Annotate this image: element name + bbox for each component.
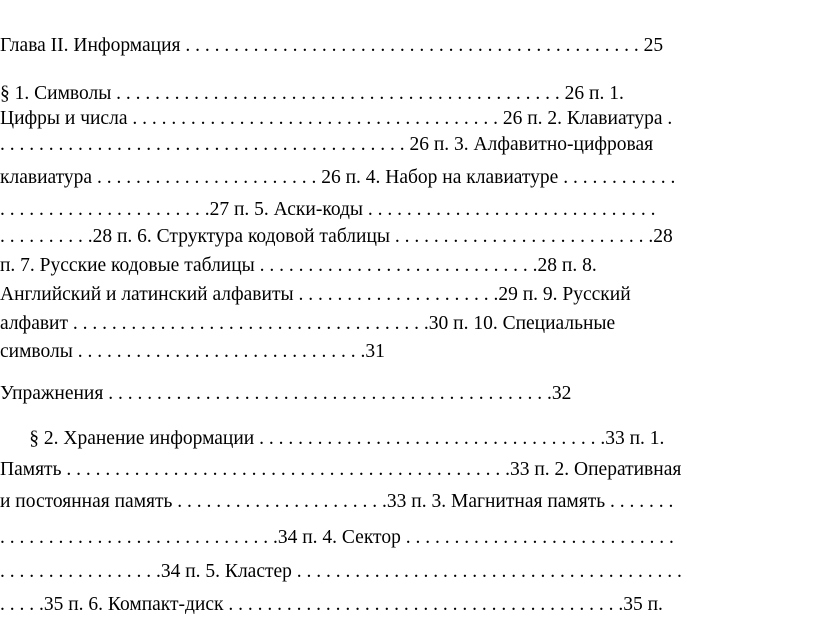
toc-line: клавиатура . . . . . . . . . . . . . . . . . . . . . . . 26 п. 4. Набор на клавиатуре . . . . . . . . . . . . [0,167,676,188]
toc-line: . . . . . . . . . . . . . . . . . . . . . . . . . . . . . . . . . . . . . . . . . . 26 п. 3. Алфавитно-цифровая [0,134,654,155]
toc-line-section-2: § 2. Хранение информации . . . . . . . . . . . . . . . . . . . . . . . . . . . . . . . . . . . .33 п. 1. [0,428,665,449]
toc-line: . . . . . . . . . . . . . . . . . . . . . . . . . . . . .34 п. 4. Сектор . . . . . . . . . . . . . . . . . . . . . . . . . . . . [0,527,674,548]
toc-line: . . . . .35 п. 6. Компакт-диск . . . . . . . . . . . . . . . . . . . . . . . . . . . . . . . . . . . . . . . . .35 п. [0,594,663,615]
toc-line: Цифры и числа . . . . . . . . . . . . . . . . . . . . . . . . . . . . . . . . . . . . . . 26 п. 2. Клавиатура . [0,108,673,129]
toc-line-chapter-2: Глава II. Информация . . . . . . . . . . . . . . . . . . . . . . . . . . . . . . . . . . . . . . . . . . . . . . . 25 [0,35,664,56]
toc-line: . . . . . . . . . . . . . . . . .34 п. 5. Кластер . . . . . . . . . . . . . . . . . . . . . . . . . . . . . . . . . . . . . . . . [0,561,682,582]
toc-line-section-1: § 1. Символы . . . . . . . . . . . . . . . . . . . . . . . . . . . . . . . . . . . . . . . . . . . . . . 26 п. 1. [0,83,624,104]
toc-line: п. 7. Русские кодовые таблицы . . . . . . . . . . . . . . . . . . . . . . . . . . . . .28 п. 8. [0,255,597,276]
toc-line: Память . . . . . . . . . . . . . . . . . . . . . . . . . . . . . . . . . . . . . . . . . . . . . .33 п. 2. Оперативная [0,459,682,480]
toc-line: . . . . . . . . . .28 п. 6. Структура кодовой таблицы . . . . . . . . . . . . . . . . . . . . . . . . . . .28 [0,226,673,247]
toc-line: и постоянная память . . . . . . . . . . . . . . . . . . . . . .33 п. 3. Магнитная память . . . . . . . [0,491,674,512]
toc-line: алфавит . . . . . . . . . . . . . . . . . . . . . . . . . . . . . . . . . . . . .30 п. 10. Специальные [0,313,616,334]
toc-line: . . . . . . . . . . . . . . . . . . . . . .27 п. 5. Аски-коды . . . . . . . . . . . . . . . . . . . . . . . . . . . . . . [0,199,656,220]
toc-line: Английский и латинский алфавиты . . . . . . . . . . . . . . . . . . . . .29 п. 9. Русский [0,284,631,305]
toc-line-exercises: Упражнения . . . . . . . . . . . . . . . . . . . . . . . . . . . . . . . . . . . . . . . . . . . . . .32 [0,383,572,404]
toc-line: символы . . . . . . . . . . . . . . . . . . . . . . . . . . . . . .31 [0,341,385,362]
